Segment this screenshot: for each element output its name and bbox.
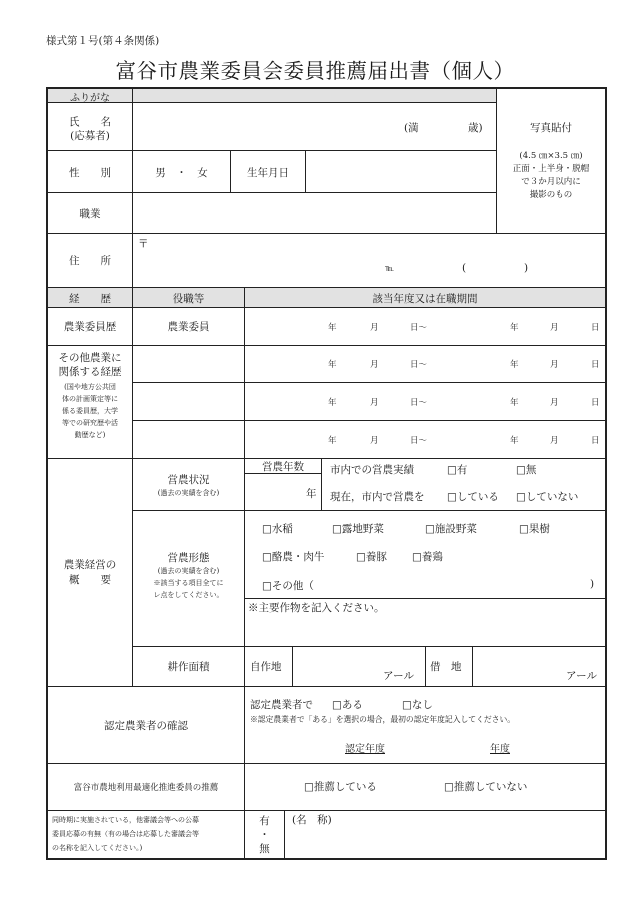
birth-date-label: 生年月日 [247, 167, 289, 179]
age-close: 歳) [468, 122, 483, 134]
option-other-close: ) [590, 578, 595, 590]
form-number: 様式第１号(第４条関係) [46, 35, 160, 47]
concurrent-label-1: 同時期に実施されている，他審議会等への公募 [52, 816, 199, 824]
concurrent-separator: ・ [259, 829, 270, 841]
option-other-checkbox[interactable]: □その他（ [262, 580, 314, 592]
owned-land-unit: アール [383, 670, 414, 682]
other-career-label-2: 関係する経歴 [58, 366, 122, 378]
name-label: 氏 名 [69, 116, 111, 128]
tel-close: ) [524, 262, 529, 274]
certified-farmer-label: 認定農業者の確認 [104, 720, 188, 732]
career-col-period: 該当年度又は在職期間 [372, 293, 478, 305]
overview-label-2: 概 要 [69, 574, 111, 586]
career-col-position: 役職等 [172, 293, 205, 305]
farm-years-label: 営農年数 [262, 461, 304, 473]
farm-record-yes-checkbox[interactable]: □有 [447, 464, 468, 476]
tel-mark: ℡ [385, 264, 395, 274]
farm-form-note-2: ※該当する項目全てに [153, 579, 224, 587]
committee-label: 農業委員歴 [63, 321, 117, 333]
recommended-no-checkbox[interactable]: □推薦していない [444, 781, 528, 793]
farm-current-no-checkbox[interactable]: □していない [516, 491, 579, 503]
tel-open: ( [462, 262, 467, 274]
concurrent-label-3: の名称を記入してください。) [52, 844, 143, 852]
gender-options[interactable]: 男 ・ 女 [155, 167, 208, 179]
concurrent-label-2: 委員応募の有無（有の場合は応募した審議会等 [52, 830, 199, 838]
other-career-note-3: 係る委員歴，大学 [62, 407, 118, 415]
cultivated-area-label: 耕作面積 [167, 661, 210, 673]
certified-no-checkbox[interactable]: □なし [402, 699, 433, 711]
option-open-vegetables-checkbox[interactable]: □露地野菜 [332, 523, 384, 535]
recommendation-label: 富谷市農地利用最適化推進委員の推薦 [73, 783, 219, 793]
other-career-note-1: (国や地方公共団 [64, 383, 116, 391]
option-dairy-beef-checkbox[interactable]: □酪農・肉牛 [262, 551, 325, 563]
certified-year-unit: 年度 [490, 744, 510, 755]
other-career-label-1: その他農業に [58, 352, 122, 364]
option-rice-checkbox[interactable]: □水稲 [262, 523, 293, 535]
certified-question: 認定農業者で [250, 699, 313, 711]
option-fruit-checkbox[interactable]: □果樹 [519, 523, 550, 535]
farm-form-note-1: (過去の実績を含む) [157, 567, 220, 575]
certified-year-label: 認定年度 [345, 744, 385, 755]
farm-status-label: 営農状況 [167, 474, 210, 486]
career-col-history: 経 歴 [69, 293, 111, 305]
farm-form-label: 営農形態 [167, 552, 210, 564]
main-crops-note: ※主要作物を記入ください。 [248, 602, 385, 614]
postal-mark: 〒 [138, 238, 149, 250]
recommended-yes-checkbox[interactable]: □推薦している [304, 781, 377, 793]
overview-label-1: 農業経営の [63, 559, 117, 571]
certified-note: ※認定農業者で「ある」を選択の場合，最初の認定年度記入してください。 [250, 715, 516, 724]
farm-status-note: (過去の実績を含む) [157, 489, 220, 497]
leased-land-label: 借 地 [430, 661, 462, 673]
gender-label: 性 別 [69, 167, 111, 179]
other-career-note-2: 体の計画策定等に [62, 395, 118, 403]
owned-land-label: 自作地 [250, 661, 282, 673]
farm-current-text: 現在，市内で営農を [330, 491, 425, 503]
farm-current-yes-checkbox[interactable]: □している [447, 491, 499, 503]
farm-form-note-3: レ点をしてください。 [153, 591, 224, 599]
occupation-label: 職業 [79, 208, 101, 220]
farm-record-no-checkbox[interactable]: □無 [516, 464, 537, 476]
photo-title: 写真貼付 [530, 122, 572, 134]
leased-land-unit: アール [566, 670, 597, 682]
concurrent-yes-option[interactable]: 有 [259, 815, 270, 827]
option-facility-vegetables-checkbox[interactable]: □施設野菜 [425, 523, 477, 535]
certified-yes-checkbox[interactable]: □ある [332, 699, 363, 711]
address-label: 住 所 [69, 255, 111, 267]
concurrent-name-label: (名 称) [292, 814, 332, 826]
furigana-label: ふりがな [70, 93, 110, 104]
age-open: (満 [404, 122, 419, 134]
page-title: 富谷市農業委員会委員推薦届出書（個人） [115, 59, 515, 83]
photo-size: (4.5 ㎝×3.5 ㎝) [519, 151, 583, 161]
name-sub-label: (応募者) [70, 130, 110, 142]
photo-note-3: 撮影のもの [529, 190, 573, 200]
committee-position: 農業委員 [167, 321, 210, 333]
photo-note-2: で３か月以内に [521, 177, 581, 187]
concurrent-no-option[interactable]: 無 [259, 843, 270, 855]
photo-note-1: 正面・上半身・脱帽 [512, 164, 590, 174]
option-pig-checkbox[interactable]: □養豚 [356, 551, 387, 563]
option-chicken-checkbox[interactable]: □養鶏 [412, 551, 443, 563]
farm-record-text: 市内での営農実績 [330, 464, 414, 476]
other-career-note-4: 等での研究歴や活 [62, 419, 118, 427]
other-career-note-5: 動歴など) [74, 431, 106, 439]
farm-years-unit: 年 [306, 488, 317, 500]
